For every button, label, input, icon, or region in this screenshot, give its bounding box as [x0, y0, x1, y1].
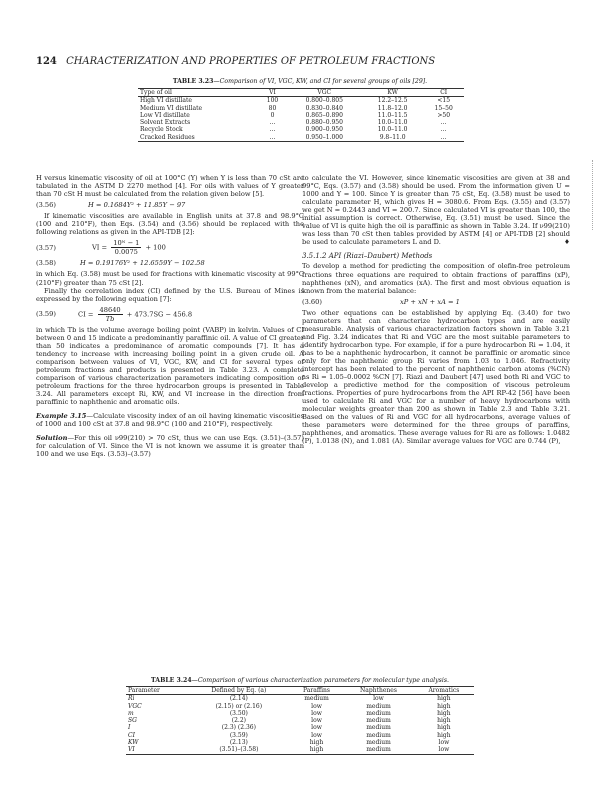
table-cell: … — [269, 126, 276, 134]
equation-body: H = 0.1684Y² + 11.85Y − 97 — [88, 201, 186, 210]
table-cell: 0 — [270, 111, 275, 119]
column-header: VGC — [287, 89, 362, 97]
table-row — [126, 710, 474, 717]
table-cell: 0.880–0.950 — [305, 119, 343, 127]
table-cell: Ri — [128, 695, 135, 703]
column-header: Aromatics — [414, 687, 474, 695]
table-cell: 10.0–11.0 — [377, 119, 408, 127]
table-cell: Solvent Extracts — [140, 119, 191, 127]
paragraph: If kinematic viscosities are available in English units at 37.8 and 98.9°C (100 and 210°F), then Eqs. (3.54) and (3.56) should be replaced with the following relations as given in the API-TDB [2]: — [36, 212, 304, 237]
equation-lhs: CI = — [78, 310, 94, 319]
table-row — [138, 105, 464, 112]
table-cell: 0.800–0.805 — [305, 97, 343, 105]
column-header: CI — [423, 89, 464, 97]
table-cell: 0.865–0.890 — [305, 111, 343, 119]
equation-number: (3.56) — [36, 201, 56, 210]
table-cell: … — [258, 134, 286, 142]
equation-rhs: + 473.7SG − 456.8 — [126, 310, 193, 319]
table-cell: KW — [128, 739, 139, 747]
table-cell: medium — [366, 702, 391, 710]
table-cell: low — [311, 709, 322, 717]
table-cell: high — [437, 731, 451, 739]
equation-number: (3.58) — [36, 259, 56, 268]
table-cell: low — [311, 724, 322, 732]
table-header-row — [126, 687, 474, 695]
table-cell: 0.950–1.000 — [287, 134, 362, 142]
table-cell: (2.3) (2.36) — [221, 724, 256, 732]
equation-number: (3.57) — [36, 243, 56, 252]
table-cell: I — [128, 724, 131, 732]
table-cell: medium — [366, 731, 391, 739]
running-header — [36, 56, 576, 67]
column-header: Naphthenes — [343, 687, 414, 695]
table-cell: 12.2–12.5 — [377, 97, 408, 105]
paragraph: in which Tb is the volume average boiling point (VABP) in kelvin. Values of CI between 0 and 15 indicate a predominantly paraffinic oil. A value of CI greater than 50 indicates a predominance of aromatic compounds [7]. It has a tendency to increase with increasing boiling point in a given crude oil. A comparison between values of VI, VGC, KW, and CI for several types of petroleum fractions and products is presented in Table 3.23. A complete comparison of various characterization parameters indicating composition of petroleum fractions for the three hydrocarbon groups is presented in Table 3.24. All parameters except Ri, KW, and VI increase in the direction from paraffinic to naphthenic and aromatic oils. — [36, 325, 304, 407]
table-323 — [138, 88, 464, 142]
paragraph: To develop a method for predicting the composition of olefin-free petroleum fractions three equations are required to obtain fractions of paraffins (xP), naphthenes (xN), and aromatics (xA). The first and most obvious equation is known from the material balance: — [302, 262, 570, 295]
table-cell: 0.900–0.950 — [305, 126, 343, 134]
table-cell: … — [440, 119, 447, 127]
table-cell: SG — [128, 717, 137, 725]
paragraph: in which Eq. (3.58) must be used for fractions with kinematic viscosity at 99°C (210°F) greater than 75 cSt [2]. — [36, 270, 304, 287]
equation-rhs: + 100 — [145, 243, 166, 252]
table-row — [126, 732, 474, 739]
table-row — [126, 717, 474, 724]
left-column — [36, 174, 304, 458]
table-cell: high — [309, 739, 324, 747]
equation-lhs: VI = — [92, 243, 108, 252]
equation-number: (3.59) — [36, 310, 56, 319]
equation-3-58 — [36, 259, 304, 267]
page-number: 124 — [36, 56, 57, 67]
table-cell: low — [311, 717, 322, 725]
fraction-denominator: 0.0075 — [114, 248, 138, 257]
table-cell: medium — [366, 724, 391, 732]
table-cell: … — [269, 119, 276, 127]
fraction — [111, 239, 141, 256]
table-cell: CI — [128, 731, 135, 739]
equation-body: xP + xN + xA = 1 — [400, 297, 460, 306]
equation-3-60 — [302, 298, 570, 306]
table-cell: (2.14) — [229, 695, 248, 703]
table-cell: high — [437, 695, 451, 703]
paragraph: Finally the correlation index (CI) defined by the U.S. Bureau of Mines is expressed by the following equation [7]: — [36, 286, 304, 303]
equation-3-59 — [36, 306, 304, 323]
table-cell: 9.8–11.0 — [362, 134, 423, 142]
table-cell: Cracked Residues — [138, 134, 258, 142]
table-row — [126, 695, 474, 703]
table-cell: low — [311, 702, 322, 710]
column-header: Defined by Eq. (a) — [188, 687, 290, 695]
table-323-caption — [150, 78, 450, 85]
table-cell: … — [423, 134, 464, 142]
table-cell: (2.13) — [229, 739, 248, 747]
equation-3-57 — [36, 239, 304, 256]
table-cell: <15 — [437, 97, 451, 105]
equation-number: (3.60) — [302, 297, 322, 306]
table-324-caption-text: —Comparison of various characterization parameters for molecular type analysis. — [191, 677, 449, 684]
table-cell: (3.51)–(3.58) — [188, 746, 290, 754]
table-cell: high — [437, 724, 451, 732]
fraction — [98, 306, 123, 323]
running-title: CHARACTERIZATION AND PROPERTIES OF PETROLEUM FRACTIONS — [66, 56, 436, 67]
paragraph: Two other equations can be established by applying Eq. (3.40) for two parameters that can characterize hydrocarbon types and are easily measurable. Analysis of various characterization factors shown in Table 3.21 and Fig. 3.24 indicates that Ri and VGC are the most suitable parameters to identify hydrocarbon type. For example, if for a pure hydrocarbon Ri = 1.04, it has to be a naphthenic hydrocarbon, it cannot be paraffinic or aromatic since only for the naphthenic group Ri varies from 1.03 to 1.046. Refractivity intercept has been related to the percent of naphthenic carbon atoms (%CN) as Ri = 1.05–0.0002 %CN [7]. Riazi and Daubert [47] used both Ri and VGC to develop a predictive method for the composition of viscous petroleum fractions. Properties of pure hydrocarbons from the API RP-42 [56] have been used to calculate Ri and VGC for a number of heavy hydrocarbons with molecular weights greater than 200 as shown in Table 2.3 and Table 3.21. Based on the values of Ri and VGC for all hydrocarbons, average values of these parameters were determined for the three groups of paraffins, naphthenes, and aromatics. These average values for Ri are as follows: 1.0482 (P), 1.0138 (N), and 1.081 (A). Similar average values for VGC are 0.744 (P), — [302, 308, 570, 446]
table-cell: high — [437, 709, 451, 717]
table-cell: low — [373, 695, 384, 703]
paragraph — [302, 174, 570, 246]
table-cell: Low VI distillate — [140, 111, 190, 119]
table-cell: 10.0–11.0 — [377, 126, 408, 134]
column-header: Parameter — [126, 687, 188, 695]
table-cell: m — [128, 709, 134, 717]
solution-paragraph — [36, 434, 304, 458]
table-cell: >50 — [437, 111, 451, 119]
column-header: Type of oil — [138, 89, 258, 97]
table-324 — [126, 686, 474, 755]
table-323-label: TABLE 3.23 — [172, 78, 214, 85]
solution-label: Solution — [36, 434, 68, 443]
table-row — [126, 724, 474, 731]
table-row — [126, 739, 474, 746]
table-cell: 11.8–12.0 — [377, 104, 408, 112]
table-row — [138, 97, 464, 105]
table-row — [138, 112, 464, 119]
table-row — [126, 746, 474, 754]
table-cell: low — [414, 746, 474, 754]
margin-dotted-line — [592, 160, 594, 230]
column-header: KW — [362, 89, 423, 97]
table-cell: medium — [366, 709, 391, 717]
solution-text: —For this oil ν99(210) > 70 cSt, thus we can use Eqs. (3.51)–(3.57) for calculation of VI. Since the VI is not known we assume it is greater than 100 and we use Eqs. (3.53)–(3.57) — [36, 434, 304, 459]
table-cell: medium — [304, 695, 329, 703]
fraction-denominator: Tb — [105, 314, 115, 323]
table-cell: high — [437, 717, 451, 725]
table-cell: 15–50 — [434, 104, 453, 112]
table-cell: low — [438, 739, 450, 747]
table-cell: … — [440, 126, 447, 134]
table-cell: 0.830–0.840 — [305, 104, 343, 112]
table-cell: VI — [126, 746, 188, 754]
table-cell: Recycle Stock — [140, 126, 183, 134]
table-324-label: TABLE 3.24 — [151, 677, 192, 684]
right-column — [302, 174, 570, 446]
fraction-numerator: 48640 — [99, 305, 121, 314]
table-323-caption-text: —Comparison of VI, VGC, KW, and CI for several groups of oils [29]. — [213, 78, 428, 85]
table-cell: 80 — [268, 104, 277, 112]
table-cell: High VI distillate — [140, 97, 192, 105]
table-row — [138, 119, 464, 126]
fraction-numerator: 10ᴺ − 1 — [113, 239, 140, 248]
paragraph-text: to calculate the VI. However, since kinematic viscosities are given at 38 and 99°C, Eqs. (3.57) and (3.58) should be used. From the information given U = 1000 and Y = 100. Since Y is greater than 75 cSt, Eq. (3.58) must be used to calculate parameter H, which gives H = 3080.6. From Eqs. (3.55) and (3.57) we get N = 0.2443 and VI = 200.7. Since calculated VI is greater than 100, the initial assumption is correct. Otherwise, Eq. (3.51) must be used. Since the value of VI is quite high the oil is paraffinic as shown in Table 3.24. If ν99(210) was less than 70 cSt then tables provided by ASTM [4] or API-TDB [2] should be used to calculate parameters L and D. — [302, 174, 570, 247]
table-row — [138, 134, 464, 142]
table-cell: medium — [366, 717, 391, 725]
table-cell: Medium VI distillate — [140, 104, 203, 112]
table-cell: low — [311, 731, 322, 739]
table-cell: (3.50) — [229, 709, 248, 717]
column-header: VI — [258, 89, 286, 97]
example-label: Example 3.15 — [36, 412, 87, 421]
table-cell: VGC — [128, 702, 142, 710]
example-paragraph — [36, 412, 304, 428]
section-heading: 3.5.1.2 API (Riazi–Daubert) Methods — [302, 252, 433, 261]
table-cell: 11.0–11.5 — [377, 111, 408, 119]
table-header-row — [138, 89, 464, 97]
table-cell: (3.59) — [229, 731, 248, 739]
column-header: Paraffins — [290, 687, 343, 695]
table-cell: medium — [366, 739, 391, 747]
example-text: —Calculate viscosity index of an oil having kinematic viscosities of 1000 and 100 cSt at 37.8 and 98.9°C (100 and 210°F), respectively. — [36, 412, 304, 429]
table-cell: high — [290, 746, 343, 754]
table-cell: (2.2) — [231, 717, 246, 725]
equation-body: H = 0.19176Y² + 12.6559Y − 102.58 — [80, 259, 205, 268]
table-324-caption — [130, 677, 470, 684]
equation-3-56 — [36, 201, 304, 209]
end-of-example-icon: ♦ — [564, 238, 570, 247]
table-cell: (2.15) or (2.16) — [215, 702, 263, 710]
table-cell: high — [437, 702, 451, 710]
table-cell: 100 — [266, 97, 279, 105]
paragraph: H versus kinematic viscosity of oil at 100°C (Y) when Y is less than 70 cSt are tabulated in the ASTM D 2270 method [4]. For oils with values of Y greater than 70 cSt H must be calculated from the relation given below [5]. — [36, 174, 304, 199]
table-row — [138, 126, 464, 133]
table-cell: medium — [343, 746, 414, 754]
table-row — [126, 703, 474, 710]
